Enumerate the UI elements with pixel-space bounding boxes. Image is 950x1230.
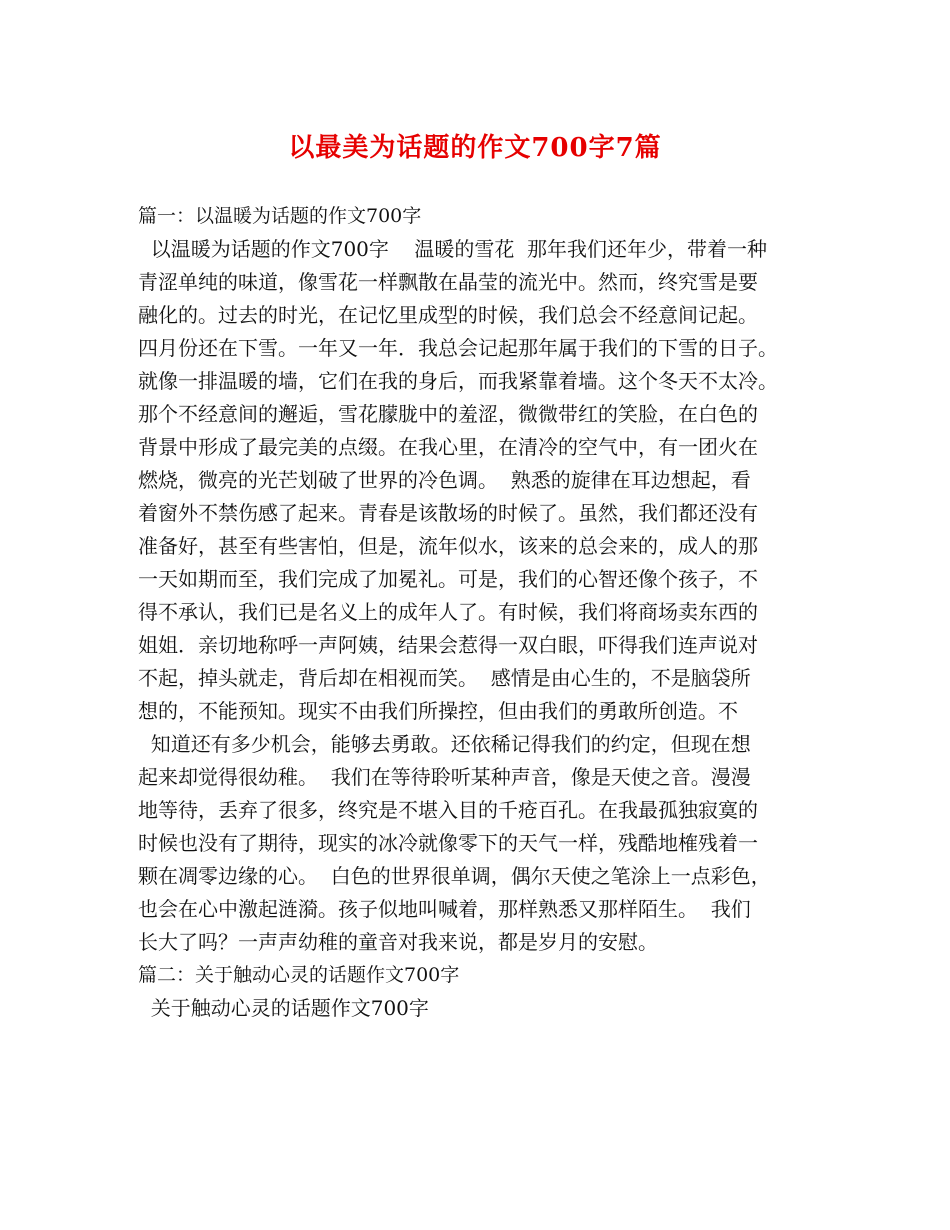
paragraph-line: 一天如期而至，我们完成了加冕礼。可是，我们的心智还像个孩子，不	[138, 567, 758, 591]
paragraph-line: 关于触动心灵的话题作文700字	[138, 996, 429, 1020]
section-heading: 篇二：关于触动心灵的话题作文700字	[138, 964, 460, 986]
paragraph-line: 颗在凋零边缘的心。 白色的世界很单调，偶尔天使之笔涂上一点彩色，	[138, 864, 771, 888]
paragraph-line: 那个不经意间的邂逅，雪花朦胧中的羞涩，微微带红的笑脸，在白色的	[138, 402, 758, 426]
paragraph-line: 也会在心中激起涟漪。孩子似地叫喊着，那样熟悉又那样陌生。 我们	[138, 897, 751, 921]
paragraph-line: 就像一排温暖的墙，它们在我的身后，而我紧靠着墙。这个冬天不太冷。	[138, 369, 778, 393]
paragraph-line: 背景中形成了最完美的点缀。在我心里，在清冷的空气中，有一团火在	[138, 435, 758, 459]
paragraph-line: 得不承认，我们已是名义上的成年人了。有时候，我们将商场卖东西的	[138, 600, 758, 624]
paragraph-line: 时候也没有了期待，现实的冰冷就像零下的天气一样，残酷地榷残着一	[138, 831, 758, 855]
document-title: 以最美为话题的作文700字7篇	[288, 133, 662, 163]
paragraph-line: 不起，掉头就走，背后却在相视而笑。 感情是由心生的，不是脑袋所	[138, 666, 751, 690]
paragraph-line: 长大了吗？一声声幼稚的童音对我来说，都是岁月的安慰。	[138, 930, 658, 954]
paragraph-line: 准备好，甚至有些害怕，但是，流年似水，该来的总会来的，成人的那	[138, 534, 758, 558]
paragraph-line: 姐姐．亲切地称呼一声阿姨，结果会惹得一双白眼，吓得我们连声说对	[138, 633, 758, 657]
paragraph-line: 青涩单纯的味道，像雪花一样飘散在晶莹的流光中。然而，终究雪是要	[138, 270, 758, 294]
paragraph-line: 燃烧，微亮的光芒划破了世界的冷色调。 熟悉的旋律在耳边想起，看	[138, 468, 751, 492]
paragraph-line: 知道还有多少机会，能够去勇敢。还依稀记得我们的约定，但现在想	[138, 732, 751, 756]
document-body	[138, 200, 828, 1025]
paragraph-line: 以温暖为话题的作文700字 温暖的雪花 那年我们还年少，带着一种	[138, 237, 768, 261]
paragraph-line: 四月份还在下雪。一年又一年．我总会记起那年属于我们的下雪的日子。	[138, 336, 778, 360]
paragraph-line: 起来却觉得很幼稚。 我们在等待聆听某种声音，像是天使之音。漫漫	[138, 765, 751, 789]
paragraph-line: 着窗外不禁伤感了起来。青春是该散场的时候了。虽然，我们都还没有	[138, 501, 758, 525]
paragraph-line: 地等待，丢弃了很多，终究是不堪入目的千疮百孔。在我最孤独寂寞的	[138, 798, 758, 822]
paragraph-line: 融化的。过去的时光，在记忆里成型的时候，我们总会不经意间记起。	[138, 303, 758, 327]
section-heading: 篇一：以温暖为话题的作文700字	[138, 205, 422, 227]
paragraph-line: 想的，不能预知。现实不由我们所操控，但由我们的勇敢所创造。不	[138, 699, 738, 723]
